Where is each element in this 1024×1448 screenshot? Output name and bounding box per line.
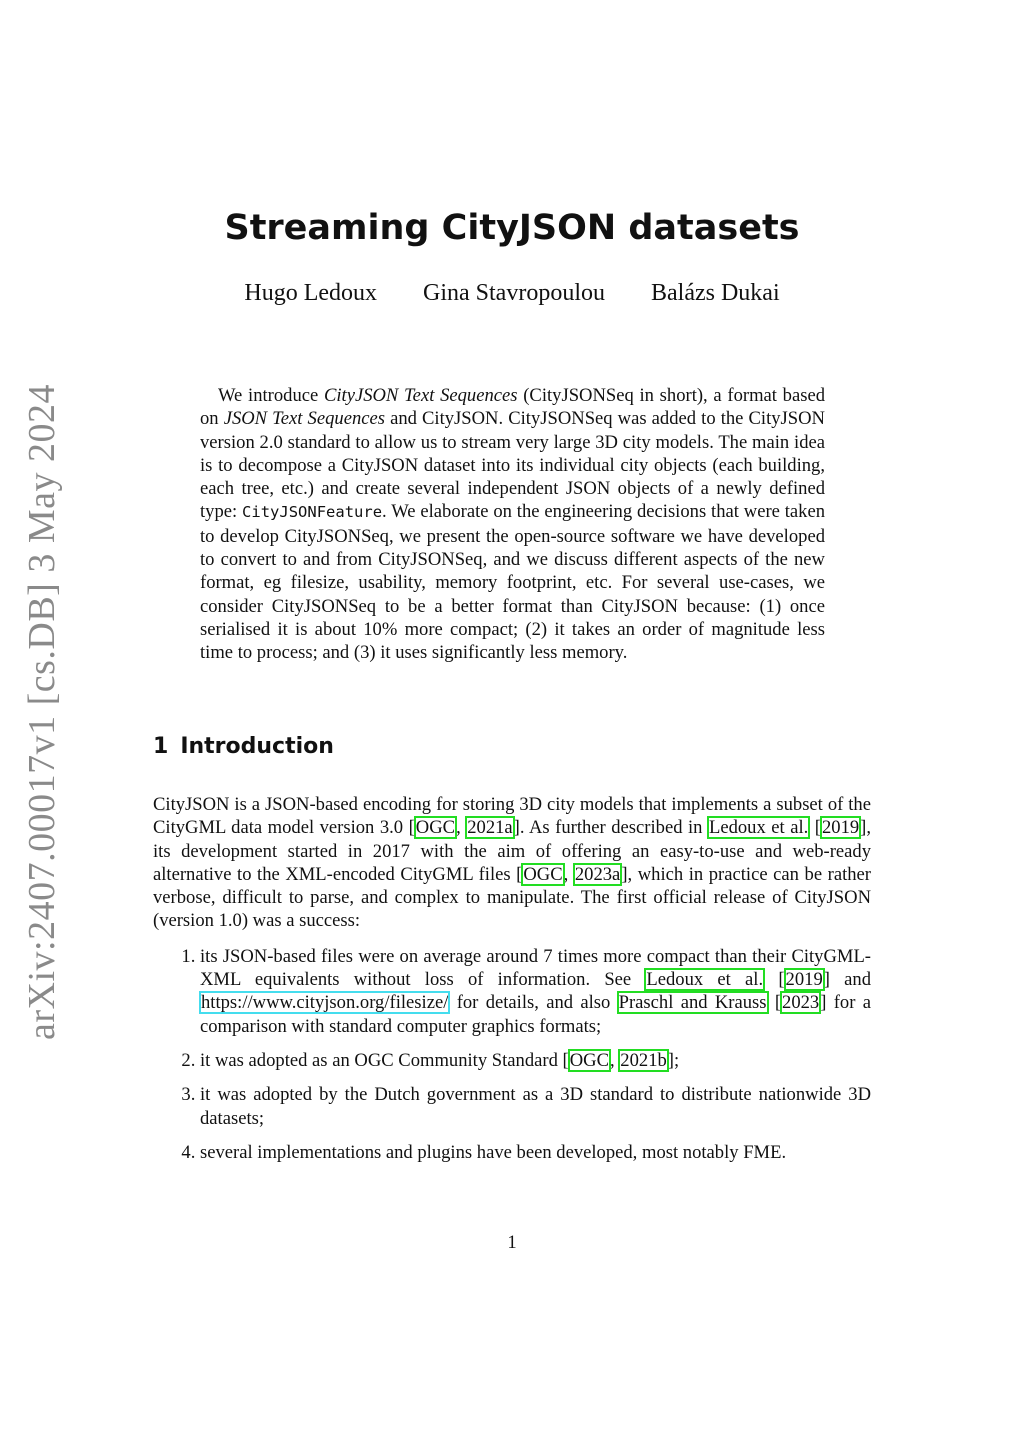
abstract-paragraph xyxy=(200,384,825,665)
intro-text: CityJSON is a JSON-based encoding for storing 3D city models that implements a subset of the CityGML data model version 3.0 [ xyxy=(153,794,871,839)
abstract xyxy=(200,384,825,665)
list-text: its JSON-based files were on average around 7 times more compact than their CityGML-XML equivalents without loss of information. See xyxy=(200,945,871,991)
url-link[interactable]: https://www.cityjson.org/filesize/ xyxy=(201,992,449,1014)
citation-link[interactable]: Ledoux et al. xyxy=(708,817,809,839)
intro-text: , xyxy=(563,863,574,885)
list-text: several implementations and plugins have been developed, most notably FME. xyxy=(200,1141,787,1163)
abstract-text: (CityJSONSeq in short), a format based on xyxy=(200,385,826,430)
citation-link[interactable]: 2019 xyxy=(821,817,860,839)
author-name: Balázs Dukai xyxy=(651,280,780,306)
citation-link[interactable]: OGC xyxy=(415,817,456,839)
abstract-text: . We elaborate on the engineering decisions that were taken to develop CityJSONSeq, we present the open-source software we have developed to convert to and from CityJSONSeq, and we discuss different aspects of the new format, eg filesize, usability, memory footprint, etc. For several use-cases, we consider CityJSONSeq to be a better format than CityJSON because: (1) once serialised it is about 10% more compact; (2) it takes an order of magnitude less time to process; and (3) it uses significantly less memory. xyxy=(200,501,826,664)
list-item xyxy=(200,1049,871,1072)
intro-text: , xyxy=(456,817,467,839)
section-heading xyxy=(153,734,334,759)
citation-link[interactable]: OGC xyxy=(569,1049,609,1071)
success-list xyxy=(153,945,871,1164)
citation-link[interactable]: 2023a xyxy=(574,863,621,885)
list-text: for details, and also xyxy=(449,992,618,1014)
page-number: 1 xyxy=(507,1232,517,1253)
citation-link[interactable]: 2019 xyxy=(785,969,823,991)
citation-link[interactable]: 2023 xyxy=(782,992,820,1014)
list-item xyxy=(200,1083,871,1130)
author-list xyxy=(0,280,1024,307)
list-item xyxy=(200,945,871,1038)
citation-link[interactable]: OGC xyxy=(523,863,563,885)
list-text: it was adopted by the Dutch government as a 3D standard to distribute nationwide 3D datasets; xyxy=(200,1084,871,1129)
intro-text: ], which in practice can be rather verbose, difficult to parse, and complex to manipulate. The first official release of CityJSON (version 1.0) was a success: xyxy=(153,863,871,932)
citation-link[interactable]: 2021b xyxy=(620,1049,667,1071)
paper-title: Streaming CityJSON datasets xyxy=(224,208,800,248)
citation-link[interactable]: Praschl and Krauss xyxy=(618,992,767,1014)
list-text: ] for a comparison with standard computer graphics formats; xyxy=(200,992,871,1037)
author-name: Hugo Ledoux xyxy=(244,280,378,306)
list-text: , xyxy=(610,1049,620,1071)
abstract-emphasis: CityJSON Text Sequences xyxy=(323,385,518,406)
list-text: it was adopted as an OGC Community Standard [ xyxy=(200,1049,569,1071)
list-text: [ xyxy=(767,992,782,1014)
citation-link[interactable]: 2021a xyxy=(467,817,513,839)
author-name: Gina Stavropoulou xyxy=(423,280,605,306)
intro-text: [ xyxy=(809,817,821,839)
intro-text: ], its development started in 2017 with the aim of offering an easy-to-use and web-ready alternative to the XML-encoded CityGML files [ xyxy=(153,817,871,885)
section-number: 1 xyxy=(153,734,169,759)
intro-text: ]. As further described in xyxy=(513,817,708,839)
introduction-body xyxy=(153,793,871,1175)
abstract-code: CityJSONFeature xyxy=(242,503,383,522)
section-title: Introduction xyxy=(180,734,334,759)
abstract-emphasis: JSON Text Sequences xyxy=(223,408,385,430)
abstract-text: and CityJSON. CityJSONSeq was added to the CityJSON version 2.0 standard to allow us to stream very large 3D city models. The main idea is to decompose a CityJSON dataset into its individual city objects (each building, each tree, etc.) and create several independent JSON objects of a newly defined type: xyxy=(200,408,825,523)
list-text: ]; xyxy=(667,1049,680,1071)
list-text: [ xyxy=(764,969,785,991)
list-item xyxy=(200,1141,871,1164)
list-text: ] and xyxy=(823,969,871,991)
abstract-text: We introduce xyxy=(218,385,324,406)
arxiv-identifier-stamp: arXiv:2407.00017v1 [cs.DB] 3 May 2024 xyxy=(21,384,63,1040)
citation-link[interactable]: Ledoux et al. xyxy=(646,969,764,991)
intro-paragraph xyxy=(153,793,871,933)
